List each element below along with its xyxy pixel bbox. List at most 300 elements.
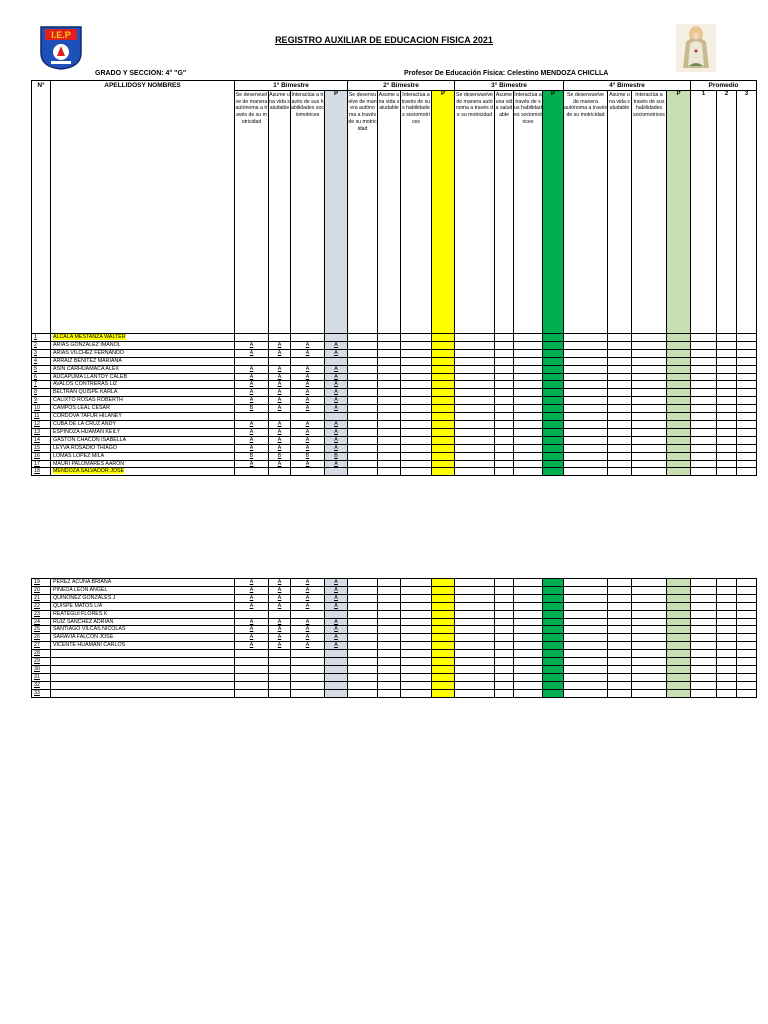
promedio-2-cell[interactable]: [717, 357, 737, 365]
bimestre-1-comp-2-cell[interactable]: A: [269, 642, 291, 650]
bimestre-3-comp-2-cell[interactable]: [495, 618, 514, 626]
bimestre-2-comp-3-cell[interactable]: [401, 373, 432, 381]
bimestre-3-comp-2-cell[interactable]: [495, 602, 514, 610]
bimestre-1-comp-3-cell[interactable]: A: [291, 626, 325, 634]
bimestre-2-comp-1-cell[interactable]: [348, 610, 378, 618]
bimestre-3-p-cell[interactable]: [543, 650, 564, 658]
bimestre-4-p-cell[interactable]: [667, 357, 691, 365]
bimestre-3-comp-3-cell[interactable]: [514, 373, 543, 381]
bimestre-2-comp-3-cell[interactable]: [401, 594, 432, 602]
promedio-2-cell[interactable]: [717, 650, 737, 658]
bimestre-1-comp-3-cell[interactable]: A: [291, 436, 325, 444]
bimestre-1-p-cell[interactable]: A: [325, 381, 348, 389]
bimestre-2-comp-1-cell[interactable]: [348, 428, 378, 436]
bimestre-1-comp-3-cell[interactable]: [291, 610, 325, 618]
bimestre-4-comp-2-cell[interactable]: [608, 673, 632, 681]
bimestre-1-comp-2-cell[interactable]: A: [269, 586, 291, 594]
promedio-1-cell[interactable]: [691, 349, 717, 357]
bimestre-2-p-cell[interactable]: [432, 452, 455, 460]
bimestre-4-comp-3-cell[interactable]: [632, 365, 667, 373]
bimestre-3-comp-2-cell[interactable]: [495, 634, 514, 642]
bimestre-4-comp-1-cell[interactable]: [564, 626, 608, 634]
bimestre-2-comp-3-cell[interactable]: [401, 681, 432, 689]
bimestre-4-comp-1-cell[interactable]: [564, 349, 608, 357]
bimestre-1-comp-1-cell[interactable]: [235, 650, 269, 658]
bimestre-3-comp-1-cell[interactable]: [455, 397, 495, 405]
bimestre-2-comp-1-cell[interactable]: [348, 373, 378, 381]
bimestre-1-p-cell[interactable]: A: [325, 602, 348, 610]
bimestre-3-comp-2-cell[interactable]: [495, 381, 514, 389]
bimestre-2-comp-1-cell[interactable]: [348, 602, 378, 610]
promedio-2-cell[interactable]: [717, 444, 737, 452]
bimestre-1-comp-3-cell[interactable]: A: [291, 634, 325, 642]
bimestre-1-p-cell[interactable]: A: [325, 349, 348, 357]
promedio-1-cell[interactable]: [691, 602, 717, 610]
bimestre-3-comp-2-cell[interactable]: [495, 665, 514, 673]
promedio-3-cell[interactable]: [737, 460, 757, 468]
bimestre-4-comp-3-cell[interactable]: [632, 610, 667, 618]
bimestre-2-comp-2-cell[interactable]: [378, 373, 401, 381]
bimestre-4-comp-1-cell[interactable]: [564, 444, 608, 452]
bimestre-3-comp-3-cell[interactable]: [514, 436, 543, 444]
bimestre-1-comp-3-cell[interactable]: [291, 334, 325, 342]
bimestre-4-comp-2-cell[interactable]: [608, 650, 632, 658]
bimestre-1-comp-2-cell[interactable]: A: [269, 626, 291, 634]
bimestre-2-comp-2-cell[interactable]: [378, 428, 401, 436]
promedio-2-cell[interactable]: [717, 365, 737, 373]
bimestre-4-comp-1-cell[interactable]: [564, 428, 608, 436]
promedio-1-cell[interactable]: [691, 658, 717, 666]
promedio-2-cell[interactable]: [717, 681, 737, 689]
bimestre-3-p-cell[interactable]: [543, 381, 564, 389]
bimestre-3-p-cell[interactable]: [543, 357, 564, 365]
bimestre-3-comp-3-cell[interactable]: [514, 413, 543, 421]
promedio-2-cell[interactable]: [717, 420, 737, 428]
bimestre-3-comp-2-cell[interactable]: [495, 405, 514, 413]
bimestre-3-p-cell[interactable]: [543, 436, 564, 444]
bimestre-3-comp-3-cell[interactable]: [514, 452, 543, 460]
bimestre-4-p-cell[interactable]: [667, 373, 691, 381]
bimestre-1-comp-3-cell[interactable]: [291, 413, 325, 421]
bimestre-4-comp-2-cell[interactable]: [608, 428, 632, 436]
bimestre-1-p-cell[interactable]: A: [325, 586, 348, 594]
bimestre-1-p-cell[interactable]: A: [325, 389, 348, 397]
bimestre-4-comp-1-cell[interactable]: [564, 665, 608, 673]
bimestre-4-comp-1-cell[interactable]: [564, 452, 608, 460]
bimestre-2-comp-3-cell[interactable]: [401, 397, 432, 405]
promedio-1-cell[interactable]: [691, 436, 717, 444]
bimestre-4-comp-2-cell[interactable]: [608, 642, 632, 650]
bimestre-3-comp-1-cell[interactable]: [455, 413, 495, 421]
bimestre-4-p-cell[interactable]: [667, 444, 691, 452]
bimestre-2-p-cell[interactable]: [432, 594, 455, 602]
bimestre-4-comp-1-cell[interactable]: [564, 658, 608, 666]
promedio-1-cell[interactable]: [691, 444, 717, 452]
bimestre-4-comp-3-cell[interactable]: [632, 452, 667, 460]
bimestre-3-comp-3-cell[interactable]: [514, 397, 543, 405]
promedio-2-cell[interactable]: [717, 673, 737, 681]
bimestre-4-comp-3-cell[interactable]: [632, 468, 667, 476]
bimestre-3-comp-1-cell[interactable]: [455, 634, 495, 642]
bimestre-1-comp-2-cell[interactable]: [269, 610, 291, 618]
bimestre-2-comp-2-cell[interactable]: [378, 444, 401, 452]
bimestre-1-comp-3-cell[interactable]: A: [291, 397, 325, 405]
promedio-3-cell[interactable]: [737, 642, 757, 650]
promedio-2-cell[interactable]: [717, 334, 737, 342]
bimestre-2-comp-2-cell[interactable]: [378, 658, 401, 666]
promedio-1-cell[interactable]: [691, 357, 717, 365]
bimestre-1-comp-3-cell[interactable]: A: [291, 389, 325, 397]
bimestre-1-comp-3-cell[interactable]: A: [291, 405, 325, 413]
bimestre-2-p-cell[interactable]: [432, 586, 455, 594]
bimestre-2-p-cell[interactable]: [432, 673, 455, 681]
bimestre-2-comp-2-cell[interactable]: [378, 626, 401, 634]
bimestre-2-comp-2-cell[interactable]: [378, 594, 401, 602]
bimestre-1-comp-1-cell[interactable]: A: [235, 436, 269, 444]
bimestre-1-comp-2-cell[interactable]: A: [269, 420, 291, 428]
bimestre-1-comp-1-cell[interactable]: [235, 673, 269, 681]
bimestre-1-comp-2-cell[interactable]: [269, 334, 291, 342]
bimestre-2-p-cell[interactable]: [432, 658, 455, 666]
bimestre-2-comp-1-cell[interactable]: [348, 389, 378, 397]
bimestre-1-comp-2-cell[interactable]: A: [269, 341, 291, 349]
bimestre-4-comp-2-cell[interactable]: [608, 381, 632, 389]
bimestre-1-comp-3-cell[interactable]: [291, 357, 325, 365]
bimestre-4-comp-1-cell[interactable]: [564, 357, 608, 365]
bimestre-3-comp-2-cell[interactable]: [495, 428, 514, 436]
bimestre-1-comp-3-cell[interactable]: A: [291, 444, 325, 452]
bimestre-3-comp-2-cell[interactable]: [495, 413, 514, 421]
promedio-3-cell[interactable]: [737, 373, 757, 381]
bimestre-1-comp-3-cell[interactable]: A: [291, 594, 325, 602]
bimestre-2-p-cell[interactable]: [432, 405, 455, 413]
bimestre-4-comp-2-cell[interactable]: [608, 349, 632, 357]
bimestre-3-comp-2-cell[interactable]: [495, 452, 514, 460]
bimestre-4-comp-3-cell[interactable]: [632, 618, 667, 626]
bimestre-4-comp-2-cell[interactable]: [608, 389, 632, 397]
bimestre-1-comp-2-cell[interactable]: [269, 357, 291, 365]
bimestre-2-comp-3-cell[interactable]: [401, 334, 432, 342]
bimestre-2-comp-3-cell[interactable]: [401, 357, 432, 365]
promedio-3-cell[interactable]: [737, 365, 757, 373]
bimestre-3-comp-1-cell[interactable]: [455, 586, 495, 594]
promedio-1-cell[interactable]: [691, 365, 717, 373]
bimestre-3-p-cell[interactable]: [543, 444, 564, 452]
bimestre-1-p-cell[interactable]: A: [325, 397, 348, 405]
bimestre-1-comp-3-cell[interactable]: [291, 689, 325, 697]
bimestre-3-comp-1-cell[interactable]: [455, 681, 495, 689]
bimestre-2-comp-2-cell[interactable]: [378, 602, 401, 610]
bimestre-1-comp-1-cell[interactable]: A: [235, 594, 269, 602]
bimestre-3-p-cell[interactable]: [543, 397, 564, 405]
bimestre-3-p-cell[interactable]: [543, 665, 564, 673]
promedio-2-cell[interactable]: [717, 594, 737, 602]
bimestre-4-comp-1-cell[interactable]: [564, 405, 608, 413]
bimestre-4-comp-3-cell[interactable]: [632, 673, 667, 681]
bimestre-1-comp-2-cell[interactable]: [269, 665, 291, 673]
bimestre-2-comp-3-cell[interactable]: [401, 413, 432, 421]
bimestre-4-comp-3-cell[interactable]: [632, 420, 667, 428]
bimestre-1-p-cell[interactable]: A: [325, 460, 348, 468]
bimestre-4-comp-3-cell[interactable]: [632, 436, 667, 444]
promedio-2-cell[interactable]: [717, 602, 737, 610]
promedio-2-cell[interactable]: [717, 665, 737, 673]
bimestre-2-comp-2-cell[interactable]: [378, 650, 401, 658]
bimestre-1-comp-1-cell[interactable]: A: [235, 626, 269, 634]
promedio-3-cell[interactable]: [737, 586, 757, 594]
bimestre-2-comp-1-cell[interactable]: [348, 681, 378, 689]
bimestre-3-comp-2-cell[interactable]: [495, 610, 514, 618]
bimestre-2-comp-3-cell[interactable]: [401, 428, 432, 436]
bimestre-1-comp-1-cell[interactable]: [235, 334, 269, 342]
promedio-2-cell[interactable]: [717, 579, 737, 587]
bimestre-4-p-cell[interactable]: [667, 602, 691, 610]
bimestre-3-comp-3-cell[interactable]: [514, 618, 543, 626]
bimestre-1-p-cell[interactable]: A: [325, 626, 348, 634]
bimestre-1-comp-1-cell[interactable]: [235, 357, 269, 365]
bimestre-4-p-cell[interactable]: [667, 579, 691, 587]
bimestre-1-p-cell[interactable]: A: [325, 634, 348, 642]
promedio-1-cell[interactable]: [691, 397, 717, 405]
bimestre-2-p-cell[interactable]: [432, 618, 455, 626]
promedio-3-cell[interactable]: [737, 389, 757, 397]
bimestre-2-p-cell[interactable]: [432, 357, 455, 365]
bimestre-4-comp-3-cell[interactable]: [632, 626, 667, 634]
bimestre-4-comp-3-cell[interactable]: [632, 665, 667, 673]
promedio-3-cell[interactable]: [737, 681, 757, 689]
bimestre-2-comp-3-cell[interactable]: [401, 634, 432, 642]
bimestre-1-p-cell[interactable]: A: [325, 341, 348, 349]
bimestre-3-comp-2-cell[interactable]: [495, 673, 514, 681]
bimestre-2-p-cell[interactable]: [432, 428, 455, 436]
promedio-2-cell[interactable]: [717, 397, 737, 405]
bimestre-4-p-cell[interactable]: [667, 586, 691, 594]
bimestre-2-p-cell[interactable]: [432, 373, 455, 381]
bimestre-3-comp-2-cell[interactable]: [495, 357, 514, 365]
bimestre-1-comp-1-cell[interactable]: A: [235, 389, 269, 397]
bimestre-3-comp-1-cell[interactable]: [455, 468, 495, 476]
bimestre-4-p-cell[interactable]: [667, 626, 691, 634]
bimestre-1-comp-3-cell[interactable]: [291, 650, 325, 658]
bimestre-3-comp-1-cell[interactable]: [455, 579, 495, 587]
bimestre-3-p-cell[interactable]: [543, 642, 564, 650]
bimestre-4-comp-2-cell[interactable]: [608, 397, 632, 405]
bimestre-1-comp-1-cell[interactable]: A: [235, 634, 269, 642]
promedio-2-cell[interactable]: [717, 436, 737, 444]
bimestre-3-p-cell[interactable]: [543, 373, 564, 381]
promedio-2-cell[interactable]: [717, 349, 737, 357]
bimestre-4-comp-2-cell[interactable]: [608, 586, 632, 594]
bimestre-3-comp-2-cell[interactable]: [495, 389, 514, 397]
bimestre-2-comp-3-cell[interactable]: [401, 689, 432, 697]
bimestre-4-comp-1-cell[interactable]: [564, 579, 608, 587]
bimestre-3-comp-1-cell[interactable]: [455, 334, 495, 342]
bimestre-4-comp-2-cell[interactable]: [608, 594, 632, 602]
bimestre-4-comp-3-cell[interactable]: [632, 594, 667, 602]
bimestre-2-p-cell[interactable]: [432, 381, 455, 389]
bimestre-2-comp-2-cell[interactable]: [378, 460, 401, 468]
bimestre-4-p-cell[interactable]: [667, 365, 691, 373]
promedio-3-cell[interactable]: [737, 468, 757, 476]
bimestre-1-comp-1-cell[interactable]: [235, 658, 269, 666]
promedio-2-cell[interactable]: [717, 618, 737, 626]
bimestre-1-comp-2-cell[interactable]: A: [269, 618, 291, 626]
bimestre-2-comp-2-cell[interactable]: [378, 468, 401, 476]
bimestre-2-comp-3-cell[interactable]: [401, 626, 432, 634]
bimestre-4-comp-3-cell[interactable]: [632, 689, 667, 697]
bimestre-2-comp-1-cell[interactable]: [348, 420, 378, 428]
bimestre-3-comp-1-cell[interactable]: [455, 373, 495, 381]
bimestre-2-comp-2-cell[interactable]: [378, 349, 401, 357]
bimestre-3-comp-1-cell[interactable]: [455, 689, 495, 697]
bimestre-1-comp-3-cell[interactable]: A: [291, 381, 325, 389]
bimestre-4-p-cell[interactable]: [667, 397, 691, 405]
bimestre-2-p-cell[interactable]: [432, 650, 455, 658]
bimestre-1-comp-1-cell[interactable]: A: [235, 586, 269, 594]
promedio-1-cell[interactable]: [691, 586, 717, 594]
bimestre-4-comp-1-cell[interactable]: [564, 341, 608, 349]
bimestre-1-comp-3-cell[interactable]: A: [291, 365, 325, 373]
bimestre-2-comp-2-cell[interactable]: [378, 420, 401, 428]
bimestre-1-comp-1-cell[interactable]: A: [235, 642, 269, 650]
bimestre-2-comp-1-cell[interactable]: [348, 357, 378, 365]
bimestre-4-p-cell[interactable]: [667, 428, 691, 436]
bimestre-1-comp-2-cell[interactable]: A: [269, 365, 291, 373]
bimestre-4-comp-3-cell[interactable]: [632, 681, 667, 689]
bimestre-4-comp-3-cell[interactable]: [632, 444, 667, 452]
bimestre-4-comp-2-cell[interactable]: [608, 579, 632, 587]
bimestre-2-comp-1-cell[interactable]: [348, 642, 378, 650]
bimestre-3-p-cell[interactable]: [543, 579, 564, 587]
bimestre-4-comp-2-cell[interactable]: [608, 452, 632, 460]
bimestre-1-comp-2-cell[interactable]: A: [269, 389, 291, 397]
promedio-3-cell[interactable]: [737, 658, 757, 666]
bimestre-3-comp-3-cell[interactable]: [514, 673, 543, 681]
bimestre-3-p-cell[interactable]: [543, 389, 564, 397]
bimestre-3-p-cell[interactable]: [543, 365, 564, 373]
promedio-2-cell[interactable]: [717, 689, 737, 697]
bimestre-4-comp-3-cell[interactable]: [632, 405, 667, 413]
promedio-3-cell[interactable]: [737, 420, 757, 428]
bimestre-1-p-cell[interactable]: A: [325, 420, 348, 428]
bimestre-2-comp-1-cell[interactable]: [348, 634, 378, 642]
bimestre-3-p-cell[interactable]: [543, 681, 564, 689]
bimestre-4-p-cell[interactable]: [667, 618, 691, 626]
bimestre-2-comp-2-cell[interactable]: [378, 689, 401, 697]
bimestre-4-comp-3-cell[interactable]: [632, 586, 667, 594]
bimestre-3-comp-2-cell[interactable]: [495, 689, 514, 697]
bimestre-3-comp-1-cell[interactable]: [455, 452, 495, 460]
bimestre-3-comp-2-cell[interactable]: [495, 436, 514, 444]
bimestre-1-p-cell[interactable]: [325, 689, 348, 697]
promedio-1-cell[interactable]: [691, 610, 717, 618]
bimestre-2-comp-1-cell[interactable]: [348, 397, 378, 405]
bimestre-4-comp-2-cell[interactable]: [608, 602, 632, 610]
bimestre-3-comp-2-cell[interactable]: [495, 334, 514, 342]
bimestre-4-comp-3-cell[interactable]: [632, 334, 667, 342]
bimestre-1-comp-3-cell[interactable]: A: [291, 642, 325, 650]
bimestre-1-comp-1-cell[interactable]: A: [235, 397, 269, 405]
promedio-2-cell[interactable]: [717, 626, 737, 634]
bimestre-4-comp-2-cell[interactable]: [608, 405, 632, 413]
promedio-3-cell[interactable]: [737, 413, 757, 421]
bimestre-2-comp-3-cell[interactable]: [401, 658, 432, 666]
bimestre-4-comp-1-cell[interactable]: [564, 397, 608, 405]
bimestre-4-p-cell[interactable]: [667, 452, 691, 460]
bimestre-4-comp-3-cell[interactable]: [632, 658, 667, 666]
bimestre-1-p-cell[interactable]: A: [325, 373, 348, 381]
bimestre-2-comp-1-cell[interactable]: [348, 405, 378, 413]
bimestre-3-comp-3-cell[interactable]: [514, 610, 543, 618]
bimestre-1-comp-2-cell[interactable]: [269, 681, 291, 689]
bimestre-1-comp-1-cell[interactable]: A: [235, 618, 269, 626]
bimestre-1-comp-2-cell[interactable]: [269, 650, 291, 658]
bimestre-2-comp-1-cell[interactable]: [348, 468, 378, 476]
bimestre-4-comp-3-cell[interactable]: [632, 389, 667, 397]
bimestre-3-comp-3-cell[interactable]: [514, 658, 543, 666]
bimestre-2-comp-1-cell[interactable]: [348, 665, 378, 673]
bimestre-4-comp-1-cell[interactable]: [564, 468, 608, 476]
bimestre-2-comp-2-cell[interactable]: [378, 436, 401, 444]
promedio-2-cell[interactable]: [717, 389, 737, 397]
bimestre-2-comp-2-cell[interactable]: [378, 389, 401, 397]
bimestre-3-comp-1-cell[interactable]: [455, 642, 495, 650]
bimestre-2-comp-2-cell[interactable]: [378, 618, 401, 626]
bimestre-2-comp-3-cell[interactable]: [401, 665, 432, 673]
bimestre-4-p-cell[interactable]: [667, 334, 691, 342]
bimestre-3-p-cell[interactable]: [543, 349, 564, 357]
bimestre-2-p-cell[interactable]: [432, 579, 455, 587]
bimestre-3-p-cell[interactable]: [543, 468, 564, 476]
promedio-1-cell[interactable]: [691, 618, 717, 626]
promedio-1-cell[interactable]: [691, 634, 717, 642]
bimestre-3-comp-2-cell[interactable]: [495, 373, 514, 381]
promedio-2-cell[interactable]: [717, 413, 737, 421]
bimestre-1-comp-3-cell[interactable]: [291, 681, 325, 689]
bimestre-4-p-cell[interactable]: [667, 468, 691, 476]
promedio-3-cell[interactable]: [737, 602, 757, 610]
bimestre-1-p-cell[interactable]: A: [325, 405, 348, 413]
bimestre-2-comp-3-cell[interactable]: [401, 650, 432, 658]
bimestre-3-p-cell[interactable]: [543, 413, 564, 421]
promedio-3-cell[interactable]: [737, 349, 757, 357]
promedio-3-cell[interactable]: [737, 357, 757, 365]
promedio-1-cell[interactable]: [691, 626, 717, 634]
bimestre-3-p-cell[interactable]: [543, 689, 564, 697]
promedio-1-cell[interactable]: [691, 665, 717, 673]
bimestre-3-p-cell[interactable]: [543, 618, 564, 626]
bimestre-2-p-cell[interactable]: [432, 468, 455, 476]
bimestre-2-comp-1-cell[interactable]: [348, 673, 378, 681]
bimestre-1-p-cell[interactable]: [325, 658, 348, 666]
promedio-2-cell[interactable]: [717, 452, 737, 460]
bimestre-4-comp-1-cell[interactable]: [564, 673, 608, 681]
promedio-1-cell[interactable]: [691, 689, 717, 697]
bimestre-3-comp-3-cell[interactable]: [514, 579, 543, 587]
bimestre-2-p-cell[interactable]: [432, 436, 455, 444]
bimestre-4-p-cell[interactable]: [667, 460, 691, 468]
bimestre-2-comp-2-cell[interactable]: [378, 357, 401, 365]
bimestre-2-comp-3-cell[interactable]: [401, 602, 432, 610]
bimestre-3-comp-1-cell[interactable]: [455, 365, 495, 373]
bimestre-4-comp-1-cell[interactable]: [564, 610, 608, 618]
bimestre-3-comp-2-cell[interactable]: [495, 650, 514, 658]
bimestre-4-p-cell[interactable]: [667, 610, 691, 618]
promedio-1-cell[interactable]: [691, 341, 717, 349]
bimestre-2-comp-1-cell[interactable]: [348, 413, 378, 421]
bimestre-1-comp-2-cell[interactable]: A: [269, 444, 291, 452]
bimestre-1-comp-2-cell[interactable]: A: [269, 594, 291, 602]
